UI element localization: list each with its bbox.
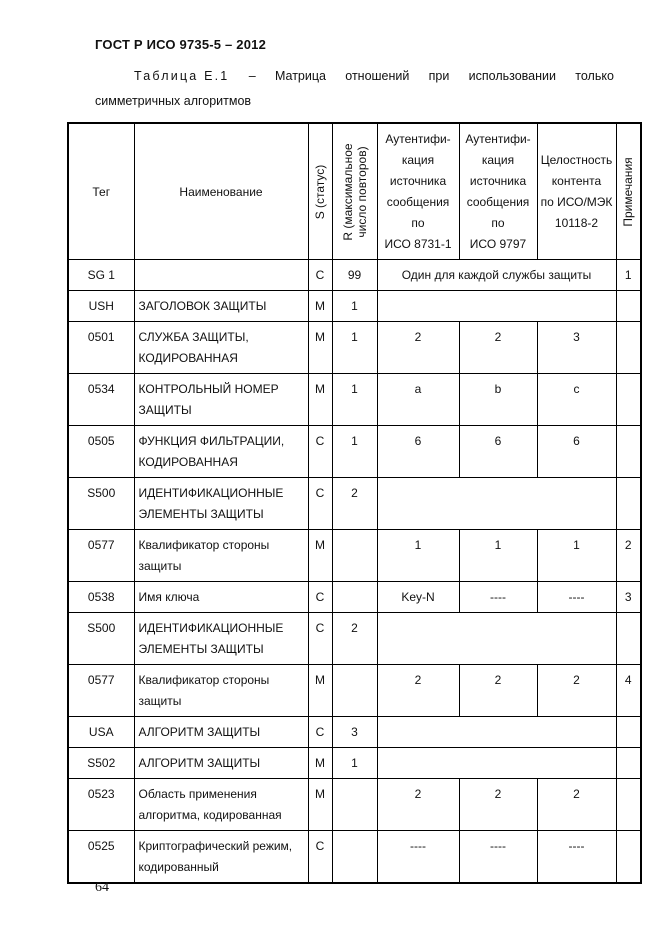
cell-integrity: 3 xyxy=(537,322,616,374)
cell-auth-8731: Key-N xyxy=(377,582,459,613)
caption-label: Таблица Е.1 xyxy=(134,69,230,83)
cell-integrity: ---- xyxy=(537,582,616,613)
cell-repeat: 3 xyxy=(332,717,377,748)
table-row xyxy=(68,582,641,613)
cell-repeat: 1 xyxy=(332,291,377,322)
table-row xyxy=(68,717,641,748)
cell-note xyxy=(616,748,641,779)
cell-tag: 0577 xyxy=(68,665,134,717)
cell-name: Область применения алгоритма, кодированная xyxy=(134,779,308,831)
cell-name: АЛГОРИТМ ЗАЩИТЫ xyxy=(134,748,308,779)
cell-note xyxy=(616,478,641,530)
cell-note: 4 xyxy=(616,665,641,717)
table-row xyxy=(68,665,641,717)
cell-auth-9797: 2 xyxy=(459,665,537,717)
header-name: Наименование xyxy=(134,123,308,260)
cell-auth-8731: 2 xyxy=(377,665,459,717)
table-row xyxy=(68,426,641,478)
cell-integrity: ---- xyxy=(537,831,616,884)
cell-repeat: 2 xyxy=(332,478,377,530)
cell-repeat xyxy=(332,665,377,717)
cell-name: ИДЕНТИФИКАЦИОННЫЕ ЭЛЕМЕНТЫ ЗАЩИТЫ xyxy=(134,478,308,530)
relationship-matrix-table xyxy=(67,122,642,884)
caption-word: использовании xyxy=(468,69,556,83)
table-row xyxy=(68,260,641,291)
table-row xyxy=(68,374,641,426)
cell-name: КОНТРОЛЬНЫЙ НОМЕР ЗАЩИТЫ xyxy=(134,374,308,426)
cell-auth-8731: 2 xyxy=(377,779,459,831)
cell-repeat xyxy=(332,582,377,613)
table-row xyxy=(68,613,641,665)
cell-tag: SG 1 xyxy=(68,260,134,291)
cell-tag: S500 xyxy=(68,478,134,530)
cell-auth-8731: ---- xyxy=(377,831,459,884)
cell-tag: S500 xyxy=(68,613,134,665)
cell-tag: USA xyxy=(68,717,134,748)
page-number: 64 xyxy=(95,880,109,895)
cell-empty xyxy=(377,291,616,322)
cell-note: 1 xyxy=(616,260,641,291)
cell-repeat: 99 xyxy=(332,260,377,291)
header-notes: Примечания xyxy=(616,123,641,260)
cell-name: ИДЕНТИФИКАЦИОННЫЕ ЭЛЕМЕНТЫ ЗАЩИТЫ xyxy=(134,613,308,665)
cell-repeat: 2 xyxy=(332,613,377,665)
cell-repeat xyxy=(332,831,377,884)
cell-status: M xyxy=(308,530,332,582)
cell-repeat xyxy=(332,530,377,582)
cell-span-text: Один для каждой службы защиты xyxy=(377,260,616,291)
table-row xyxy=(68,779,641,831)
cell-auth-8731: 1 xyxy=(377,530,459,582)
cell-name: Имя ключа xyxy=(134,582,308,613)
cell-note xyxy=(616,374,641,426)
table-row xyxy=(68,831,641,884)
cell-status: M xyxy=(308,374,332,426)
cell-tag: 0505 xyxy=(68,426,134,478)
cell-tag: 0538 xyxy=(68,582,134,613)
cell-auth-8731: 2 xyxy=(377,322,459,374)
cell-empty xyxy=(377,717,616,748)
caption-continuation: симметричных алгоритмов xyxy=(95,94,252,108)
caption-word: при xyxy=(428,69,450,83)
cell-auth-9797: b xyxy=(459,374,537,426)
cell-name: Квалификатор стороны защиты xyxy=(134,530,308,582)
cell-auth-9797: ---- xyxy=(459,831,537,884)
table-row xyxy=(68,322,641,374)
cell-empty xyxy=(377,613,616,665)
cell-note xyxy=(616,717,641,748)
header-status: S (статус) xyxy=(308,123,332,260)
cell-repeat: 1 xyxy=(332,322,377,374)
cell-status: M xyxy=(308,748,332,779)
cell-status: M xyxy=(308,665,332,717)
table-row xyxy=(68,478,641,530)
cell-name: СЛУЖБА ЗАЩИТЫ, КОДИРОВАННАЯ xyxy=(134,322,308,374)
cell-status: C xyxy=(308,717,332,748)
cell-auth-9797: 6 xyxy=(459,426,537,478)
cell-integrity: c xyxy=(537,374,616,426)
cell-empty xyxy=(377,748,616,779)
cell-integrity: 2 xyxy=(537,779,616,831)
cell-note xyxy=(616,426,641,478)
cell-note xyxy=(616,322,641,374)
cell-status: C xyxy=(308,260,332,291)
cell-auth-8731: 6 xyxy=(377,426,459,478)
cell-repeat xyxy=(332,779,377,831)
caption-word: отношений xyxy=(345,69,410,83)
cell-auth-9797: 1 xyxy=(459,530,537,582)
cell-auth-9797: 2 xyxy=(459,322,537,374)
table-row xyxy=(68,291,641,322)
cell-tag: 0577 xyxy=(68,530,134,582)
cell-status: C xyxy=(308,426,332,478)
caption-word: Матрица xyxy=(274,69,326,83)
cell-note xyxy=(616,613,641,665)
cell-integrity: 2 xyxy=(537,665,616,717)
cell-name: ЗАГОЛОВОК ЗАЩИТЫ xyxy=(134,291,308,322)
cell-status: C xyxy=(308,613,332,665)
header-tag: Тег xyxy=(68,123,134,260)
cell-empty xyxy=(377,478,616,530)
cell-note xyxy=(616,291,641,322)
cell-status: M xyxy=(308,291,332,322)
table-row xyxy=(68,748,641,779)
cell-tag: 0525 xyxy=(68,831,134,884)
cell-tag: 0501 xyxy=(68,322,134,374)
cell-note xyxy=(616,779,641,831)
cell-auth-9797: ---- xyxy=(459,582,537,613)
cell-tag: USH xyxy=(68,291,134,322)
header-integrity: Целостность контента по ИСО/МЭК 10118-2 xyxy=(537,123,616,260)
cell-note: 3 xyxy=(616,582,641,613)
header-auth-8731: Аутентифи- кация источника сообщения по ИСО 8731-1 xyxy=(377,123,459,260)
caption-word: только xyxy=(575,69,614,83)
cell-auth-8731: a xyxy=(377,374,459,426)
cell-tag: 0534 xyxy=(68,374,134,426)
cell-auth-9797: 2 xyxy=(459,779,537,831)
cell-tag: S502 xyxy=(68,748,134,779)
cell-note xyxy=(616,831,641,884)
table-row xyxy=(68,530,641,582)
cell-integrity: 6 xyxy=(537,426,616,478)
table-caption xyxy=(134,69,614,83)
header-auth-9797: Аутентифи- кация источника сообщения по ИСО 9797 xyxy=(459,123,537,260)
cell-name: АЛГОРИТМ ЗАЩИТЫ xyxy=(134,717,308,748)
caption-dash: – xyxy=(248,69,256,83)
cell-status: C xyxy=(308,582,332,613)
cell-repeat: 1 xyxy=(332,374,377,426)
document-title: ГОСТ Р ИСО 9735-5 – 2012 xyxy=(95,37,266,52)
table-header-row xyxy=(68,123,641,260)
cell-name: ФУНКЦИЯ ФИЛЬТРАЦИИ, КОДИРОВАННАЯ xyxy=(134,426,308,478)
cell-tag: 0523 xyxy=(68,779,134,831)
cell-repeat: 1 xyxy=(332,748,377,779)
cell-status: M xyxy=(308,322,332,374)
cell-name: Квалификатор стороны защиты xyxy=(134,665,308,717)
cell-status: M xyxy=(308,779,332,831)
cell-status: C xyxy=(308,478,332,530)
cell-status: C xyxy=(308,831,332,884)
cell-name: Криптографический режим, кодированный xyxy=(134,831,308,884)
cell-name xyxy=(134,260,308,291)
header-repeat: R (максимальное число повторов) xyxy=(332,123,377,260)
cell-repeat: 1 xyxy=(332,426,377,478)
cell-note: 2 xyxy=(616,530,641,582)
cell-integrity: 1 xyxy=(537,530,616,582)
